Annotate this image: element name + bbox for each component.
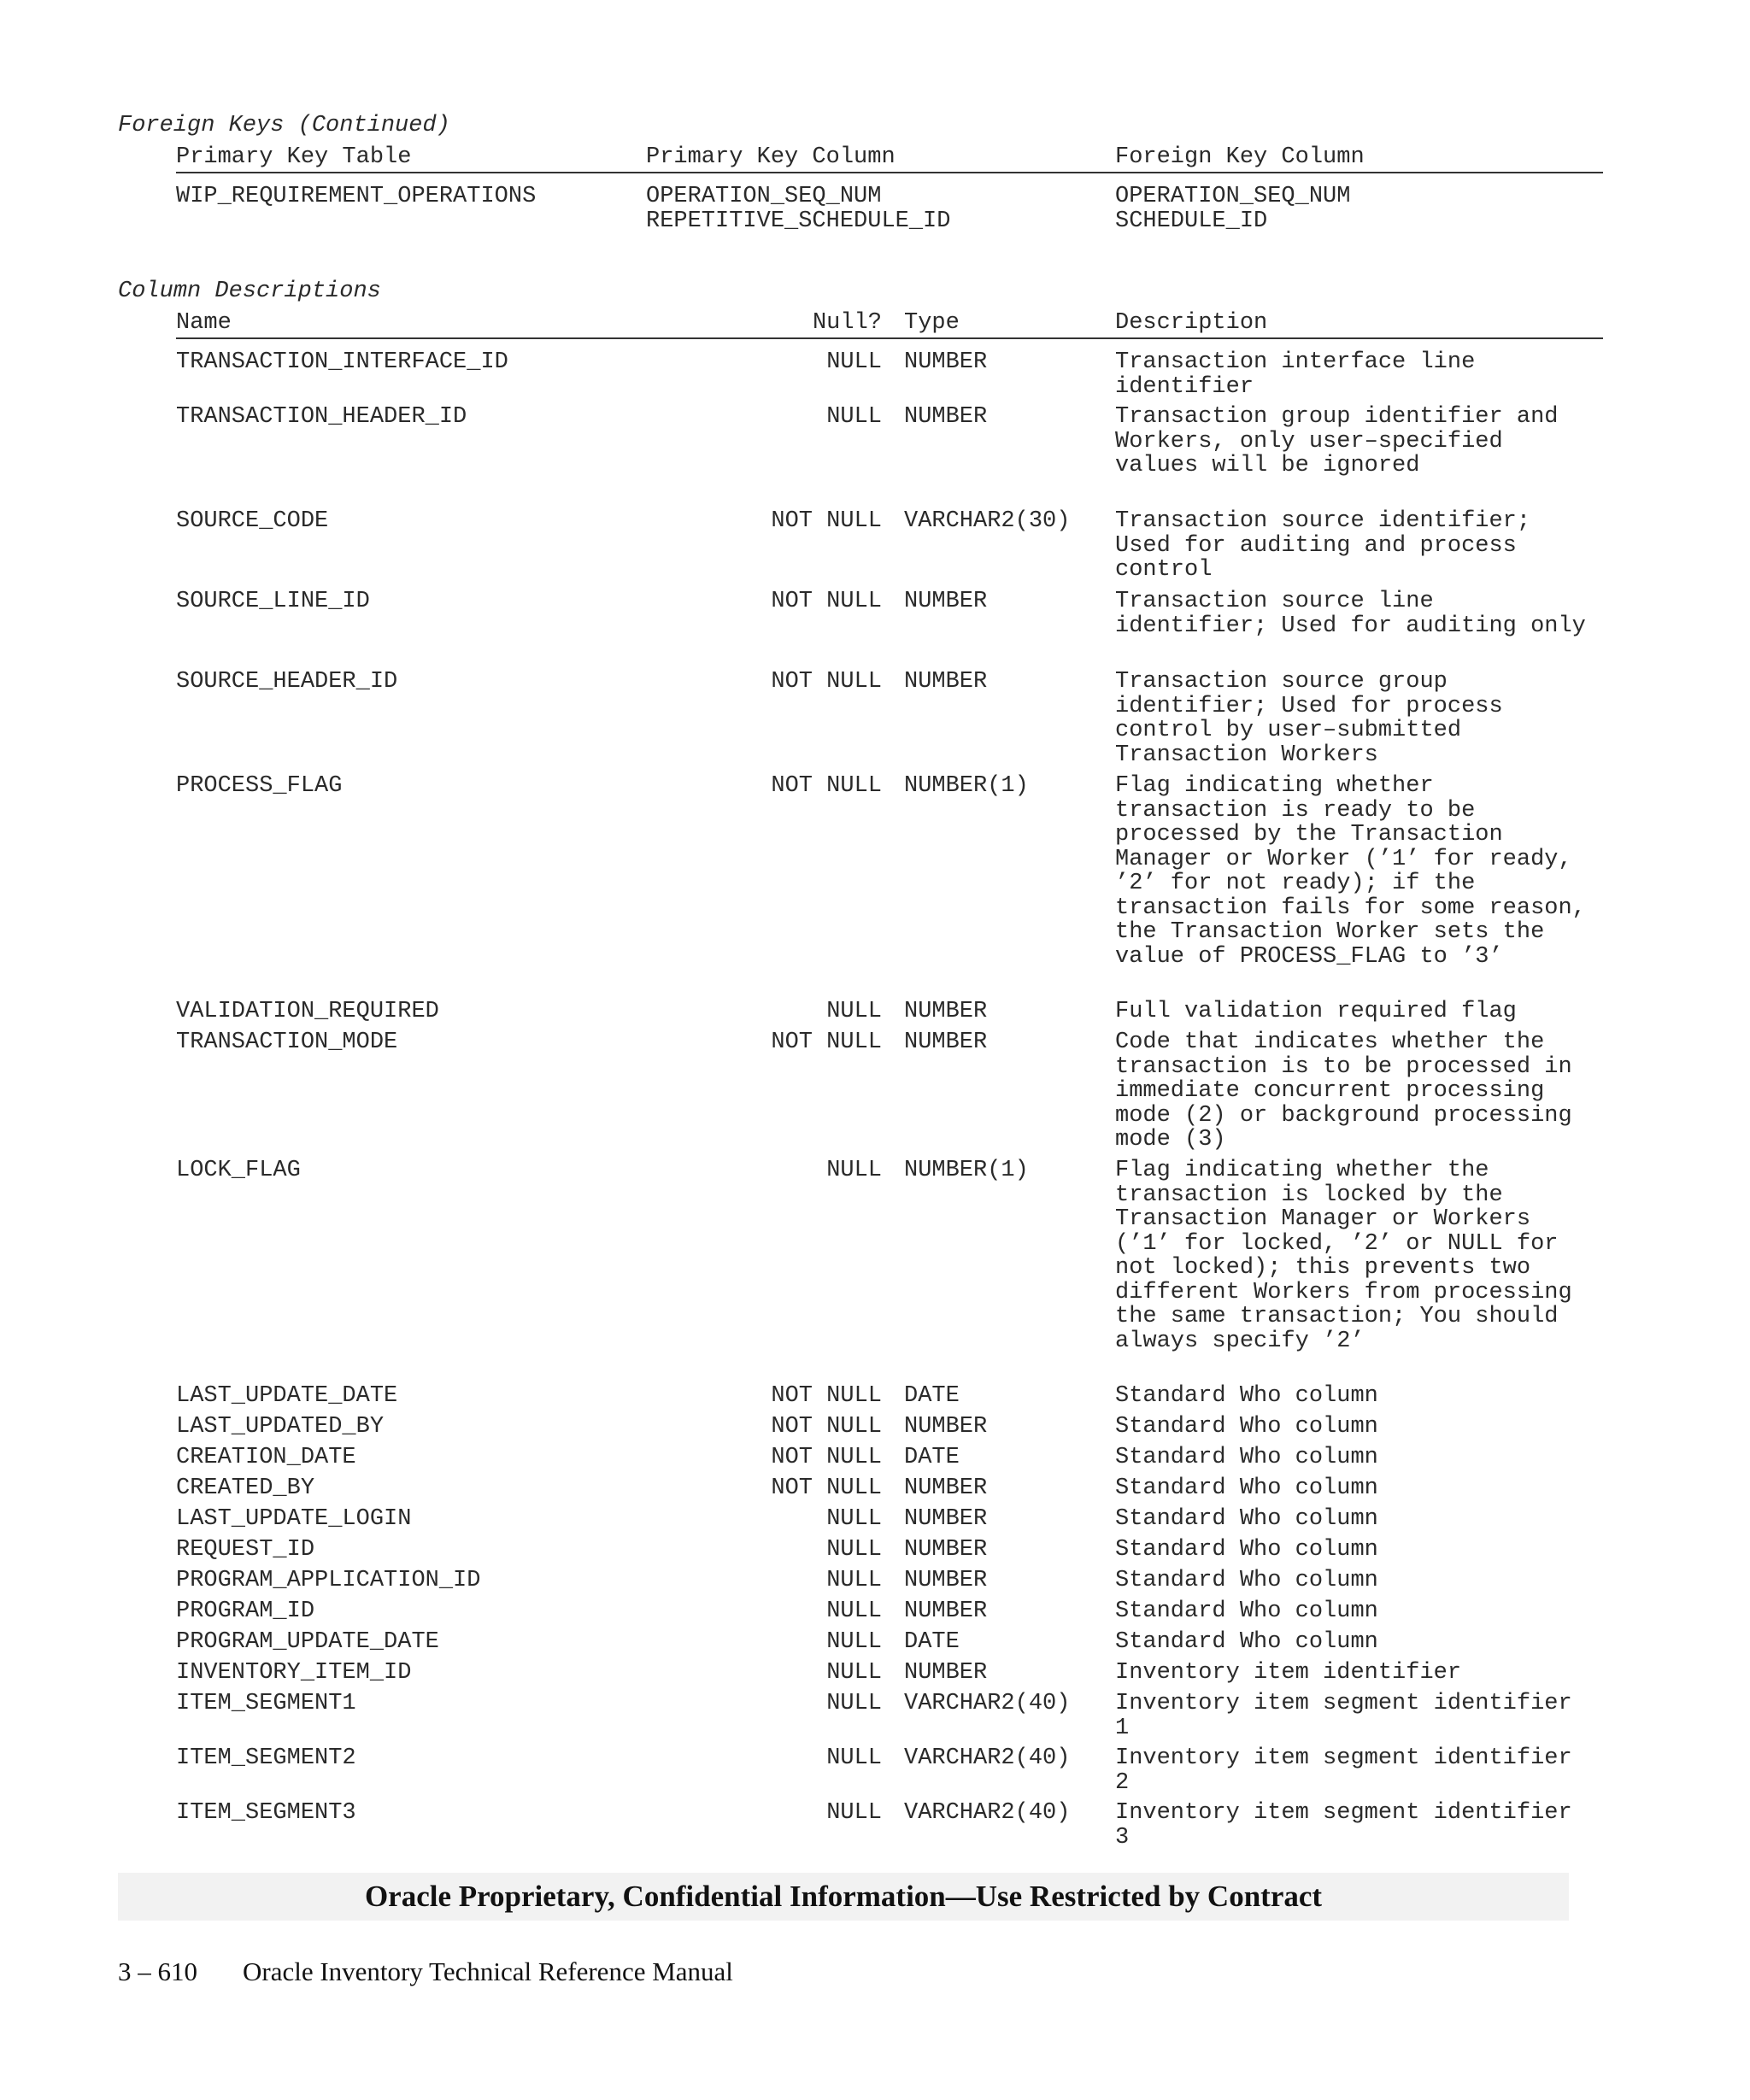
column-type: DATE bbox=[904, 1383, 960, 1409]
col-header-description: Description bbox=[1115, 310, 1268, 336]
column-null: NULL bbox=[826, 1568, 882, 1593]
column-description: Standard Who column bbox=[1115, 1475, 1378, 1501]
column-type: NUMBER bbox=[904, 1414, 988, 1440]
column-description: Transaction source line identifier; Used for auditing only bbox=[1115, 589, 1586, 639]
column-name: ITEM_SEGMENT3 bbox=[176, 1800, 356, 1826]
page-number: 3 – 610 bbox=[118, 1956, 197, 1986]
column-null: NULL bbox=[826, 1506, 882, 1532]
fk-header-primary-table: Primary Key Table bbox=[176, 144, 412, 170]
confidential-banner: Oracle Proprietary, Confidential Information––Use Restricted by Contract bbox=[118, 1873, 1569, 1921]
column-type: VARCHAR2(40) bbox=[904, 1691, 1071, 1716]
column-name: PROGRAM_UPDATE_DATE bbox=[176, 1629, 439, 1655]
col-header-null: Null? bbox=[812, 310, 882, 336]
column-name: PROGRAM_ID bbox=[176, 1598, 315, 1624]
column-null: NOT NULL bbox=[771, 669, 882, 695]
column-description: Standard Who column bbox=[1115, 1506, 1378, 1532]
column-description: Standard Who column bbox=[1115, 1568, 1378, 1593]
col-header-name: Name bbox=[176, 310, 232, 336]
column-name: PROCESS_FLAG bbox=[176, 773, 343, 799]
manual-title: Oracle Inventory Technical Reference Manual bbox=[243, 1956, 733, 1986]
column-name: CREATED_BY bbox=[176, 1475, 315, 1501]
column-null: NOT NULL bbox=[771, 773, 882, 799]
column-null: NULL bbox=[826, 1629, 882, 1655]
column-description: Transaction interface line identifier bbox=[1115, 349, 1476, 400]
column-type: DATE bbox=[904, 1445, 960, 1470]
column-null: NULL bbox=[826, 1745, 882, 1771]
column-name: LOCK_FLAG bbox=[176, 1158, 301, 1183]
column-null: NOT NULL bbox=[771, 1029, 882, 1055]
col-header-rule bbox=[176, 337, 1603, 339]
column-description: Inventory item identifier bbox=[1115, 1660, 1462, 1686]
column-type: NUMBER bbox=[904, 404, 988, 430]
column-name: ITEM_SEGMENT2 bbox=[176, 1745, 356, 1771]
column-name: SOURCE_LINE_ID bbox=[176, 589, 370, 614]
col-header-type: Type bbox=[904, 310, 960, 336]
column-type: NUMBER bbox=[904, 1598, 988, 1624]
column-description: Flag indicating whether the transaction is locked by the Transaction Manager or Workers (’1’ for locked, ’2’ or NULL for not locked); this prevents two different Workers from processing the same transaction; You should always specify ’2’ bbox=[1115, 1158, 1572, 1354]
column-name: LAST_UPDATE_LOGIN bbox=[176, 1506, 412, 1532]
column-null: NULL bbox=[826, 1691, 882, 1716]
column-type: NUMBER bbox=[904, 669, 988, 695]
column-description: Inventory item segment identifier 2 bbox=[1115, 1745, 1572, 1796]
column-null: NOT NULL bbox=[771, 1475, 882, 1501]
column-description: Standard Who column bbox=[1115, 1414, 1378, 1440]
column-name: VALIDATION_REQUIRED bbox=[176, 999, 439, 1024]
fk-header-foreign-column: Foreign Key Column bbox=[1115, 144, 1365, 170]
column-description: Inventory item segment identifier 3 bbox=[1115, 1800, 1572, 1851]
column-null: NULL bbox=[826, 1660, 882, 1686]
column-type: NUMBER(1) bbox=[904, 773, 1029, 799]
column-null: NOT NULL bbox=[771, 508, 882, 534]
column-null: NOT NULL bbox=[771, 589, 882, 614]
column-name: ITEM_SEGMENT1 bbox=[176, 1691, 356, 1716]
column-type: NUMBER bbox=[904, 999, 988, 1024]
column-name: REQUEST_ID bbox=[176, 1537, 315, 1563]
column-type: NUMBER(1) bbox=[904, 1158, 1029, 1183]
fk-primary-columns: OPERATION_SEQ_NUM REPETITIVE_SCHEDULE_ID bbox=[646, 184, 951, 234]
column-name: TRANSACTION_HEADER_ID bbox=[176, 404, 467, 430]
column-description: Standard Who column bbox=[1115, 1445, 1378, 1470]
fk-header-primary-column: Primary Key Column bbox=[646, 144, 896, 170]
column-name: LAST_UPDATED_BY bbox=[176, 1414, 385, 1440]
column-null: NOT NULL bbox=[771, 1383, 882, 1409]
fk-header-rule bbox=[176, 172, 1603, 173]
column-null: NULL bbox=[826, 1158, 882, 1183]
column-null: NOT NULL bbox=[771, 1445, 882, 1470]
column-name: SOURCE_HEADER_ID bbox=[176, 669, 398, 695]
column-name: INVENTORY_ITEM_ID bbox=[176, 1660, 412, 1686]
column-type: VARCHAR2(40) bbox=[904, 1745, 1071, 1771]
column-description: Full validation required flag bbox=[1115, 999, 1517, 1024]
column-type: NUMBER bbox=[904, 349, 988, 375]
column-name: LAST_UPDATE_DATE bbox=[176, 1383, 398, 1409]
column-descriptions-title: Column Descriptions bbox=[118, 279, 381, 304]
column-type: NUMBER bbox=[904, 1506, 988, 1532]
column-type: VARCHAR2(30) bbox=[904, 508, 1071, 534]
column-null: NULL bbox=[826, 1800, 882, 1826]
column-description: Transaction source identifier; Used for auditing and process control bbox=[1115, 508, 1531, 583]
column-description: Standard Who column bbox=[1115, 1537, 1378, 1563]
column-type: VARCHAR2(40) bbox=[904, 1800, 1071, 1826]
column-type: NUMBER bbox=[904, 1537, 988, 1563]
column-null: NULL bbox=[826, 404, 882, 430]
column-null: NULL bbox=[826, 1598, 882, 1624]
fk-foreign-columns: OPERATION_SEQ_NUM SCHEDULE_ID bbox=[1115, 184, 1351, 234]
column-name: PROGRAM_APPLICATION_ID bbox=[176, 1568, 481, 1593]
fk-table-name: WIP_REQUIREMENT_OPERATIONS bbox=[176, 184, 537, 209]
column-type: NUMBER bbox=[904, 1568, 988, 1593]
column-type: NUMBER bbox=[904, 589, 988, 614]
column-null: NULL bbox=[826, 999, 882, 1024]
column-type: NUMBER bbox=[904, 1029, 988, 1055]
column-description: Code that indicates whether the transaction is to be processed in immediate concurrent processing mode (2) or background processing mode (3) bbox=[1115, 1029, 1572, 1153]
page-footer bbox=[118, 1956, 733, 1987]
column-description: Standard Who column bbox=[1115, 1598, 1378, 1624]
column-name: SOURCE_CODE bbox=[176, 508, 329, 534]
column-name: CREATION_DATE bbox=[176, 1445, 356, 1470]
column-null: NULL bbox=[826, 1537, 882, 1563]
column-null: NULL bbox=[826, 349, 882, 375]
column-description: Standard Who column bbox=[1115, 1383, 1378, 1409]
column-description: Flag indicating whether transaction is ready to be processed by the Transaction Manager or Worker (’1’ for ready, ’2’ for not ready); if the transaction fails for some reason, the Transaction Worker sets the value of PROCESS_FLAG to ’3’ bbox=[1115, 773, 1586, 970]
column-type: DATE bbox=[904, 1629, 960, 1655]
column-null: NOT NULL bbox=[771, 1414, 882, 1440]
column-type: NUMBER bbox=[904, 1475, 988, 1501]
foreign-keys-title: Foreign Keys (Continued) bbox=[118, 113, 450, 138]
column-type: NUMBER bbox=[904, 1660, 988, 1686]
column-description: Inventory item segment identifier 1 bbox=[1115, 1691, 1572, 1741]
column-name: TRANSACTION_INTERFACE_ID bbox=[176, 349, 508, 375]
column-name: TRANSACTION_MODE bbox=[176, 1029, 398, 1055]
column-description: Transaction source group identifier; Used for process control by user–submitted Transaction Workers bbox=[1115, 669, 1503, 768]
column-description: Standard Who column bbox=[1115, 1629, 1378, 1655]
column-description: Transaction group identifier and Workers, only user–specified values will be ignored bbox=[1115, 404, 1559, 478]
